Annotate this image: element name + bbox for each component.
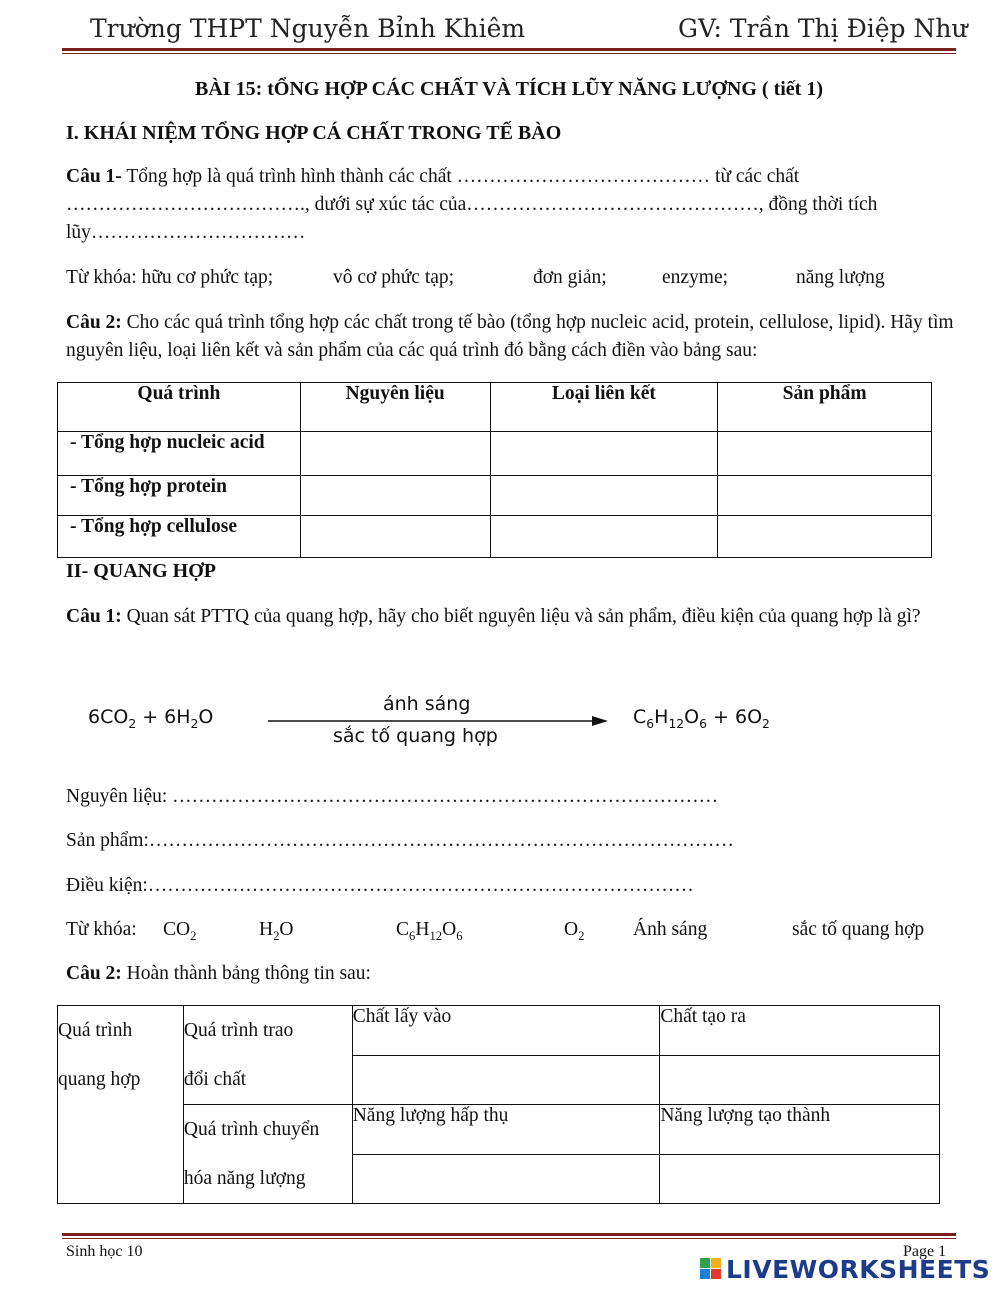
metabolism-line2: đổi chất: [183, 1069, 247, 1090]
section2-question2: [66, 960, 958, 988]
row-label: - Tổng hợp nucleic acid: [58, 432, 301, 476]
q1-label: Câu 1-: [66, 166, 122, 187]
section1-heading: I. KHÁI NIỆM TỔNG HỢP CÁ CHẤT TRONG TẾ BÀO: [66, 122, 562, 144]
footer-subject: Sinh học 10: [66, 1243, 143, 1260]
table-header: Loại liên kết: [490, 383, 718, 432]
section2-heading: II- QUANG HỢP: [66, 560, 216, 582]
table-header: Nguyên liệu: [300, 383, 490, 432]
section1-question1: [66, 163, 958, 247]
s2q2-label: Câu 2:: [66, 963, 122, 984]
keyword-h2o: $H_2O$: [259, 919, 294, 943]
footer-rule: [62, 1233, 956, 1236]
fill-cell[interactable]: [300, 476, 490, 516]
fill-cell[interactable]: [660, 1055, 940, 1105]
metabolism-line1: Quá trình trao: [183, 1020, 294, 1041]
table-row: [58, 476, 932, 516]
table-row: [58, 1006, 940, 1056]
keyword-item: enzyme;: [662, 267, 729, 288]
energy-line1: Quá trình chuyển: [183, 1119, 320, 1140]
fill-cell[interactable]: [660, 1154, 940, 1204]
keyword-item: sắc tố quang hợp: [792, 919, 925, 940]
keyword-item: vô cơ phức tạp;: [333, 267, 455, 288]
table-subheader: Chất tạo ra: [660, 1006, 940, 1056]
table-subheader: Năng lượng hấp thụ: [352, 1105, 660, 1155]
fill-cell[interactable]: [490, 476, 718, 516]
q2-label: Câu 2:: [66, 312, 122, 333]
keyword-item: năng lượng: [796, 267, 885, 288]
fill-cell[interactable]: [718, 516, 932, 558]
section2-question1: [66, 603, 958, 631]
footer-rule-thin: [62, 1238, 956, 1239]
s2q1-label: Câu 1:: [66, 606, 122, 627]
keywords-label: Từ khóa: hữu cơ phức tạp;: [66, 267, 274, 288]
fill-line-materials[interactable]: Nguyên liệu: …………………………………………………………………………: [66, 786, 719, 807]
table-subheader: Chất lấy vào: [352, 1006, 660, 1056]
fill-cell[interactable]: [300, 516, 490, 558]
process-cell: [58, 1006, 184, 1204]
header-school: Trường THPT Nguyễn Bỉnh Khiêm: [90, 14, 526, 43]
table-header: Quá trình: [58, 383, 301, 432]
keyword-item: đơn giản;: [533, 267, 607, 288]
fill-cell[interactable]: [490, 432, 718, 476]
q1-line1: [66, 163, 958, 191]
header-rule-thin: [62, 53, 956, 54]
fill-cell[interactable]: [490, 516, 718, 558]
fill-cell[interactable]: [352, 1154, 660, 1204]
synthesis-table: [57, 382, 932, 558]
energy-line2: hóa năng lượng: [183, 1168, 306, 1189]
equation-above-arrow: ánh sáng: [383, 693, 471, 715]
table-row: [58, 1105, 940, 1155]
equation-below-arrow: sắc tố quang hợp: [333, 725, 498, 747]
process-line2: quang hợp: [58, 1069, 141, 1090]
photosynthesis-equation: [88, 690, 818, 750]
process-line1: Quá trình: [58, 1020, 133, 1041]
photosynthesis-table: [57, 1005, 940, 1204]
header-teacher: GV: Trần Thị Điệp Như: [678, 14, 968, 43]
equation-products: $C_6H_{12}O_6 + 6O_2$: [633, 706, 770, 731]
q1-text-line1: Tổng hợp là quá trình hình thành các chất ………………………………… từ các chất: [121, 166, 800, 187]
table-subheader: Năng lượng tạo thành: [660, 1105, 940, 1155]
fill-line-products[interactable]: Sản phẩm:………………………………………………………………………………: [66, 830, 734, 851]
table-row: [58, 516, 932, 558]
s2q2-text: Hoàn thành bảng thông tin sau:: [121, 963, 371, 984]
q2-text: Cho các quá trình tổng hợp các chất trong tế bào (tổng hợp nucleic acid, protein, cellulose, lipid). Hãy tìm nguyên liệu, loại liên kết và sản phẩm của các quá trình đó bằng cách điền vào bảng sau:: [66, 312, 954, 361]
keyword-co2: $CO_2$: [163, 919, 197, 943]
fill-cell[interactable]: [300, 432, 490, 476]
keywords-label: Từ khóa:: [66, 919, 137, 940]
page-title: BÀI 15: tỔNG HỢP CÁC CHẤT VÀ TÍCH LŨY NĂNG LƯỢNG ( tiết 1): [195, 78, 823, 100]
fill-cell[interactable]: [718, 432, 932, 476]
section1-question2: [66, 309, 958, 365]
brand-watermark: [700, 1255, 990, 1284]
keyword-item: Ánh sáng: [633, 919, 708, 940]
s2q1-text: Quan sát PTTQ của quang hợp, hãy cho biết nguyên liệu và sản phẩm, điều kiện của quang hợp là gì?: [121, 606, 921, 627]
q1-line2: ………………………………., dưới sự xúc tác của………………………………………, đồng thời tích: [66, 194, 878, 215]
header-rule: [62, 48, 956, 51]
row-label: - Tổng hợp protein: [58, 476, 301, 516]
q1-line3: lũy……………………………: [66, 222, 306, 243]
section2-keywords: [66, 916, 958, 946]
keyword-glucose: $C_6H_{12}O_6$: [396, 919, 463, 943]
section1-keywords: [66, 264, 958, 292]
fill-line-conditions[interactable]: Điều kiện:…………………………………………………………………………: [66, 875, 694, 896]
metabolism-cell: [183, 1006, 352, 1105]
footer-page: Page 1: [903, 1243, 947, 1260]
table-row: [58, 432, 932, 476]
fill-cell[interactable]: [352, 1055, 660, 1105]
brand-logo-icon: [700, 1258, 722, 1280]
table-header-row: [58, 383, 932, 432]
table-header: Sản phẩm: [718, 383, 932, 432]
fill-cell[interactable]: [718, 476, 932, 516]
equation-reactants: $6CO_2 + 6H_2O$: [88, 706, 214, 731]
energy-conversion-cell: [183, 1105, 352, 1204]
brand-text: LIVEWORKSHEETS: [726, 1255, 991, 1284]
row-label: - Tổng hợp cellulose: [58, 516, 301, 558]
keyword-o2: $O_2$: [564, 919, 585, 943]
